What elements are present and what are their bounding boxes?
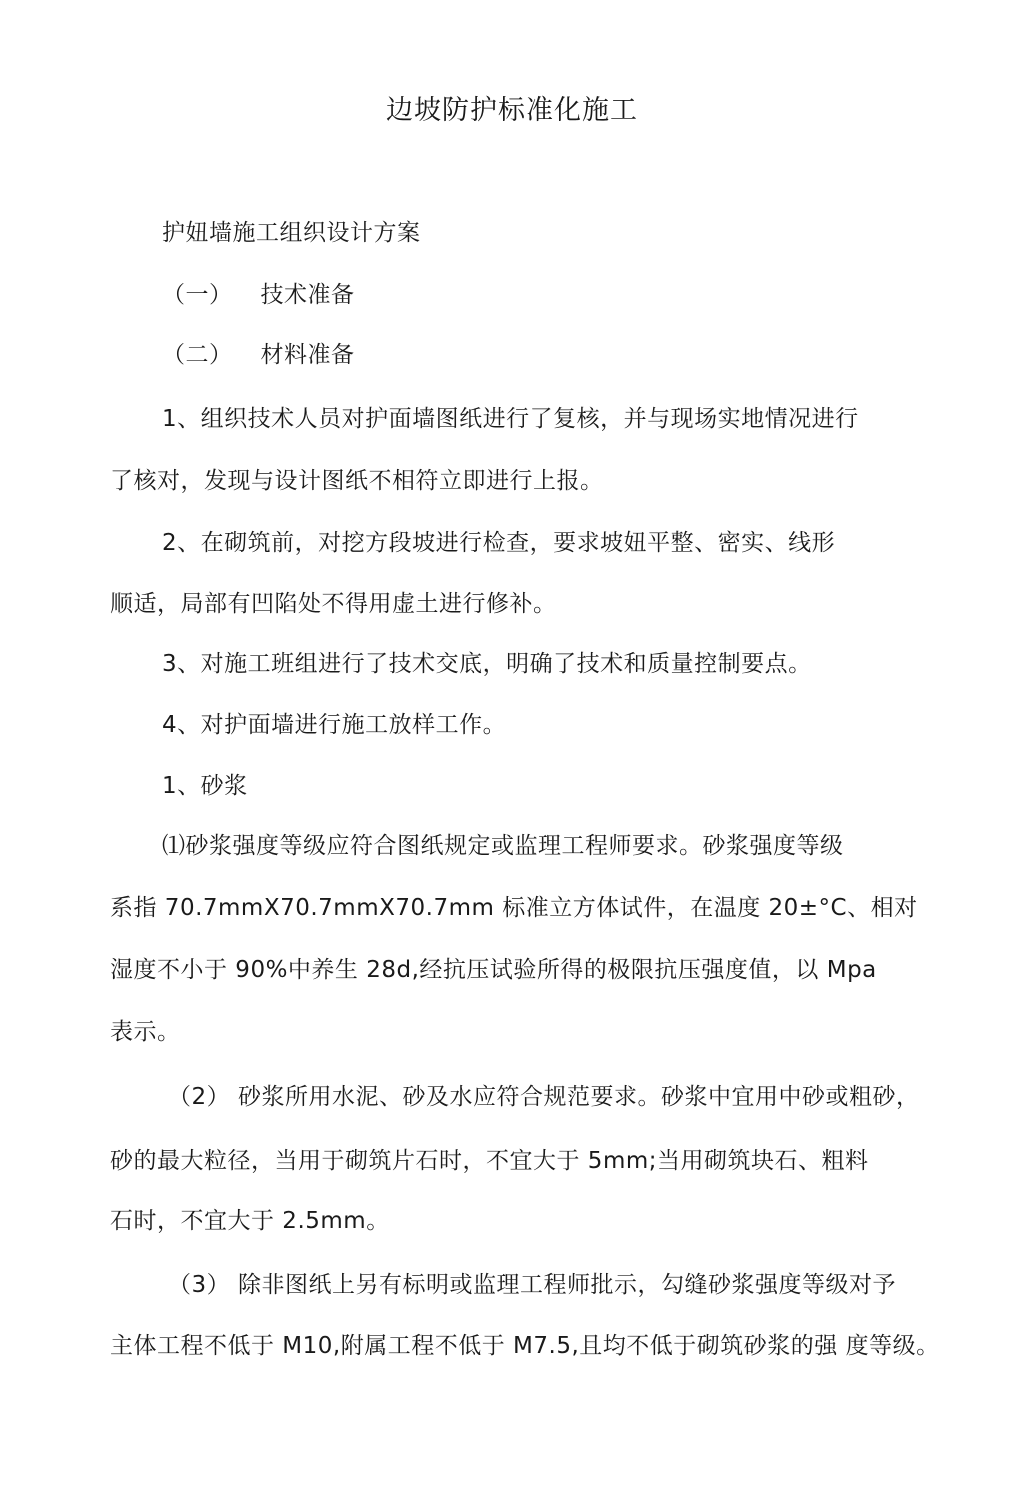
paragraph-line: 3、对施工班组进行了技术交底，明确了技术和质量控制要点。 xyxy=(162,651,812,677)
paragraph-line: 石时，不宜大于 2.5mm。 xyxy=(110,1208,390,1234)
paragraph-line: 了核对，发现与设计图纸不相符立即进行上报。 xyxy=(110,468,604,494)
paragraph-line: 4、对护面墙进行施工放样工作。 xyxy=(162,712,507,738)
document-title: 边坡防护标准化施工 xyxy=(386,95,638,126)
section-heading-materials xyxy=(162,340,355,370)
paragraph-line: （3） 除非图纸上另有标明或监理工程师批示，勾缝砂浆强度等级对予 xyxy=(168,1272,896,1298)
paragraph-line: 顺适，局部有凹陷处不得用虚土进行修补。 xyxy=(110,591,557,617)
paragraph-line: 湿度不小于 90%中养生 28d,经抗压试验所得的极限抗压强度值，以 Mpa xyxy=(110,957,877,983)
section-heading-technical xyxy=(162,280,355,310)
paragraph-line: 砂的最大粒径，当用于砌筑片石时，不宜大于 5mm;当用砌筑块石、粗料 xyxy=(110,1148,869,1174)
section-number: （一） xyxy=(162,282,233,308)
section-label: 材料准备 xyxy=(260,342,355,368)
paragraph-line: 1、组织技术人员对护面墙图纸进行了复核，并与现场实地情况进行 xyxy=(162,406,859,432)
paragraph-line: 表示。 xyxy=(110,1019,181,1045)
section-number: （二） xyxy=(162,342,233,368)
paragraph-line: 2、在砌筑前，对挖方段坡进行检查，要求坡妞平整、密实、线形 xyxy=(162,530,836,556)
paragraph-line: 1、砂浆 xyxy=(162,773,248,799)
paragraph-line: ⑴砂浆强度等级应符合图纸规定或监理工程师要求。砂浆强度等级 xyxy=(162,833,844,859)
plan-subtitle: 护妞墙施工组织设计方案 xyxy=(162,220,421,246)
section-label: 技术准备 xyxy=(260,282,355,308)
paragraph-line: 系指 70.7mmX70.7mmX70.7mm 标准立方体试件，在温度 20±°C、相对 xyxy=(110,895,918,921)
paragraph-line: （2） 砂浆所用水泥、砂及水应符合规范要求。砂浆中宜用中砂或粗砂， xyxy=(168,1084,920,1110)
paragraph-line: 主体工程不低于 M10,附属工程不低于 M7.5,且均不低于砌筑砂浆的强 度等级。 xyxy=(110,1333,940,1359)
